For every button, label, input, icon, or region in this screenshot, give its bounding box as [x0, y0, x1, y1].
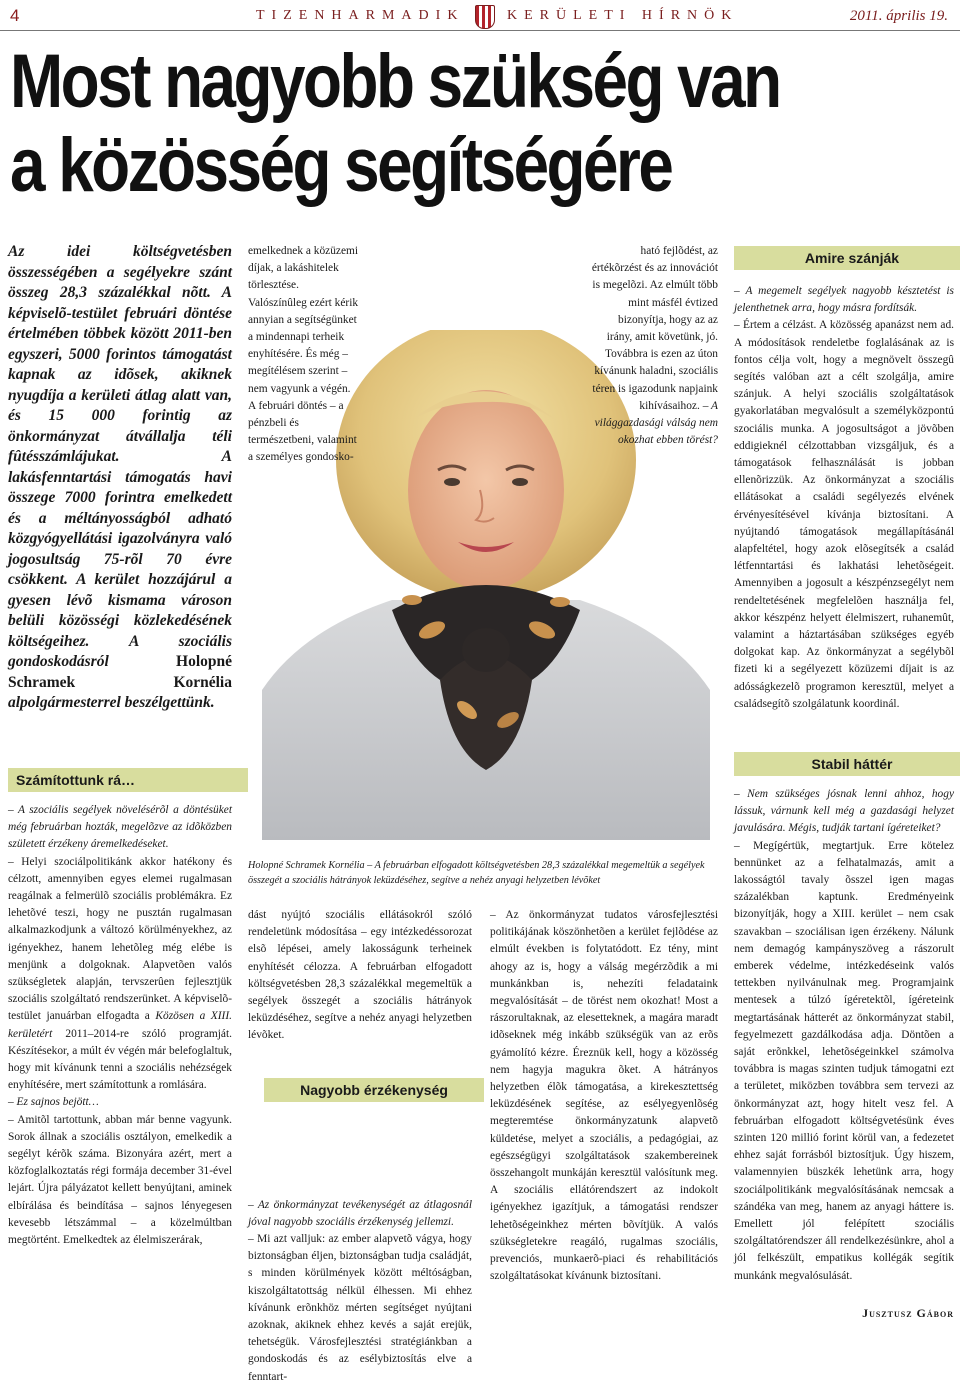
col5-question: – A megemelt segélyek nagyobb késztetést is jelenthetnek arra, hogy másra fordítsák. [734, 285, 954, 315]
photo-caption: Holopné Schramek Kornélia – A februárban elfogadott költségvetésben 28,3 százalékkal megemeltük a segélyek összegét a szociális hátrányok leküzdéséhez, segítve a nehéz anyagi helyzetben lévõket [248, 860, 705, 886]
article-lead [8, 242, 232, 714]
masthead-title-left: TIZENHARMADIK [256, 8, 465, 23]
col3-paragraph-1: dást nyújtó szociális ellátásokról szóló rendeletünk módosítása – egy intézkedéssorozat elsõ lépései, amely lakosságunk terheinek enyhítését célozza. A februárban elfogadott költségvetésben 28,3 százalékkal megemeltük a segélyek összegét a szociális hátrányok leküzdéséhez, segítve a nehéz anyagi helyzetben lévõket. [248, 909, 472, 1042]
headline-line-1: Most nagyobb szükség van [10, 39, 780, 124]
masthead-title-right: KERÜLETI HÍRNÖK [507, 8, 739, 23]
col6-question: – Nem szükséges jósnak lenni ahhoz, hogy lássuk, várnunk kell még a gazdasági helyzet javulására. Mégis, tudják tartani ígéreteiket? [734, 788, 954, 835]
col1-answer-tail: 2011–2014-re szóló programját. Készítésekor, a múlt év végén már belefoglaltuk, hogy mit kívánunk tenni a szociális nehézségek enyhítésére, mert számítottunk a romlására. [8, 1027, 232, 1092]
col3-question: – Az önkormányzat tevékenységét az átlagosnál jóval nagyobb szociális érzékenység jellemzi. [248, 1198, 472, 1228]
col5-answer: – Értem a célzást. A közösség apanázst nem ad. A módosítások rendeletbe foglalásának az is fontos célja volt, hogy a megnövelt összegû segítés valóban azt a célt szolgálja, amire szánjuk. A helyi szociális szolgáltatások gyakorlatában megvalósult a személyközpontú szociális munka. A jogosultságot a jövõben eddigieknél célzottabban vizsgáljuk, és a támogatások felhasználását is jobban ellenõrizzük. Az önkormányzat a szociális ellátásokat a családi segélyezés elvének érvényesítésével kívánja biztosítani. A nyújtandó támogatások megállapításánál alapfeltétel, hogy azok elõsegítsék a család létfenntartási és lakhatási lehetõségeit. Amennyiben a jogosult a készpénzsegélyt nem rendeltetésének megfelelõen használja fel, akkor készpénz helyett élelmiszert, ruhanemût, valamint a háztartásában szükséges egyéb dolgokat kap. Az önkormányzat a segélybõl fizeti ki a segélyezett közüzemi díjait is az adósságkezelõ programon keresztül, melyet a családsegítõ szolgálatunk koordinál. [734, 319, 954, 710]
district-crest-icon [475, 5, 495, 29]
text-column-5 [734, 283, 954, 713]
subhead-szamitottunk: Számítottunk rá… [8, 768, 248, 792]
article-headline [10, 40, 800, 208]
text-column-3 [248, 907, 472, 1386]
text-column-1 [8, 802, 232, 1249]
col1-question-2: – Ez sajnos bejött… [8, 1096, 99, 1109]
headline-line-2: a közösség segítségére [10, 123, 672, 208]
subhead-nagyobb: Nagyobb érzékenység [264, 1078, 484, 1102]
subhead-stabil: Stabil háttér [734, 752, 960, 776]
spacer [248, 1045, 472, 1197]
issue-date: 2011. április 19. [849, 8, 948, 24]
col6-answer: – Megígértük, megtartjuk. Erre kötelez bennünket az a felhatalmazás, amit a lakosságtól tavaly õsszel igen magas százalékban kaptunk. Eredményeink bizonyítják, hogy a XIII. kerület – nem csak szavakban – szociálisan igen érzékeny. Nálunk nem demagóg kampányszöveg a rászorult emberek védelme, intézkedéseink valós tettekben nyilvánulnak meg. Programjaink mentesek a túlzó ígéretektõl, ígéreteink megtartásának hátterét az önkormányzat stabil, fegyelmezett gazdálkodása adja. Döntõen a saját erõnkkel, lehetõségeinkkel számolva továbbra is magas szinten tudjuk támogatni ezt a területet, miközben továbbra sem tervezi az önkormányzat azt, hogy hitelt vesz fel. A februárban elfogadott költségvetésünk éves szinten 120 millió forint körül van, a fedezetet ehhez saját forrásból biztosítjuk. Úgy hiszem, valamennyien büszkék lehetünk arra, hogy szociálpolitikánk megvalósításának nemcsak a szándéka van meg, hanem az anyagi háttere is. Emellett jól felépített szociális szolgáltatórendszer áll rendelkezésünkre, ahol a jól felkészült, empatikus kollégák segítik munkánk megvalósulását. [734, 839, 954, 1282]
text-column-4 [490, 907, 718, 1285]
page-number: 4 [10, 6, 20, 25]
col1-answer-text: – Helyi szociálpolitikánk akkor hatékony és célzott, amennyiben egyes elemei rugalmasan reagálnak a felmerülõ szociális problémákra. Ez lehetõvé teszi, hogy ne pusztán rugalmasan alkalmazkodjunk a változó körülményekhez, az igényekhez, hanem lehetõleg még elébe is menjünk a dolgoknak. Alapvetõen valós szükségletek alapján, tervszerûen fejlesztjük szociális szolgáltató rendszerünket. A képviselõ-testület januárban elfogadta a [8, 855, 232, 1023]
lead-tail: alpolgármesterrel beszélgettünk. [8, 694, 215, 711]
text-column-photo-left: emelkednek a közüzemi díjak, a lakáshitelek törlesztése. Valószínûleg ezért kérik annyian a segítségünket a mindennapi terheik enyhítésére. És még – megítélésem szerint – nem vagyunk a végén. A februári döntés – a pénzbeli és természetbeni, valamint a személyes gondosko- [248, 245, 359, 464]
photo-right-question: – A világgazdasági válság nem okozhat ebben törést? [594, 399, 718, 447]
photo-right-text: ható fejlõdést, az értékõrzést és az innovációt is megelõzi. Az elmúlt több mint másfél évtized bizonyítja, hogy az az irány, amit követünk, jó. Továbbra is ezen az úton kívánunk haladni, szociális téren is igazodunk napjaink kihívásaihoz. [591, 245, 718, 412]
masthead [0, 2, 960, 31]
text-column-photo-right [590, 243, 718, 449]
lead-text: Az idei költségvetésben összességében a segélyekre szánt összeg 28,3 százalékkal nõtt. A képviselõ-testület februári döntése értelmében többek között 2011-ben egyszeri, 5000 forintos támogatást kapnak az idõsek, akiknek nyugdíja a kerületi átlag alatt van, és 15 000 forintig az önkormányzat átvállalja téli fûtésszámlájukat. A lakásfenntartási támogatás havi összege 7000 forintra emelkedett és a méltányosságból adható közgyógyellátási igazolványra való jogosultság 75-rõl 70 évre csökkent. A kerület hozzájárul a gyesen lévõ kismama városon belüli közösségi közlekedésének költségeihez. A szociális gondoskodásról [8, 243, 232, 670]
col1-answer-2: – Amitõl tartottunk, abban már benne vagyunk. Sorok állnak a szociális osztályon, emelkedik a segélyt kérõk száma. Bizonyára azért, mert a közfoglalkoztatás régi formája december 31-ével lejárt. Újra pályázatot kellett benyújtani, aminek elbírálása és beindítása – sajnos lényegesen kevesebb létszámmal – a közelmúltban megtörtént. Emelkedtek az élelmiszerárak, [8, 1113, 232, 1247]
col3-paragraph-2: – Mi azt valljuk: az ember alapvetõ vágya, hogy biztonságban éljen, biztonságban tudja családját, s minden körülmények között méltóságban, kiszolgáltatottság nélkül élhessen. Mi ehhez kívánunk erõnkhöz mérten segítséget nyújtani azoknak, akiknek ehhez kevés a saját erejük, tehetségük. Városfejlesztési stratégiánkban a gondoskodás és az esélybiztosítás elve a fenntart- [248, 1233, 472, 1383]
col1-question: – A szociális segélyek növelésérõl a döntésüket még februárban hozták, megelõzve az idõközben született érzékeny áremelkedéseket. [8, 804, 232, 851]
author-signature: Jusztusz Gábor [862, 1306, 954, 1320]
lead-interviewee-name: Holopné Schramek Kornélia [8, 653, 232, 691]
col4-paragraph-1: – Az önkormányzat tudatos városfejlesztési politikájának köszönhetõen a kerület fejlõdése az elmúlt években is folytatódott. Ez tény, mint ahogy az is, hogy a válság megérzõdik a mi munkánkban is, nehezíti feladataink megvalósítását – de törést nem okozhat! Most a rászorultaknak, az elesetteknek, a magára maradt idõseknek még inkább szükségük van az erõs gyámolító kézre. Éreznük kell, hogy a közösség nem hagyja magukra õket. A hátrányos helyzetben élõk támogatása, a kirekesztettség leküzdésének segítése, az esélyegyenlõség megteremtése önkormányzatunk alapvetõ küldetése, melyet a szociális, a pedagógiai, az egészségügyi szolgáltatások szakembereinek összehangolt munkáján keresztül valósítunk meg. A szociális ellátórendszert az indokolt igényekhez igazítjuk, a támogatási rendszer lehetõségeinkhez mérten bõvítjük. A valós szükségletekre reagáló, rugalmas szociális, prevenciós, munkaerõ-piaci és rehabilitációs szolgáltatásokat kívánunk biztosítani. [490, 909, 718, 1283]
subhead-amire: Amire szánják [734, 246, 960, 270]
col1-program-title: Közösen a XIII. kerületért [8, 1010, 232, 1040]
col1-answer [8, 854, 232, 1095]
text-column-6 [734, 786, 954, 1285]
